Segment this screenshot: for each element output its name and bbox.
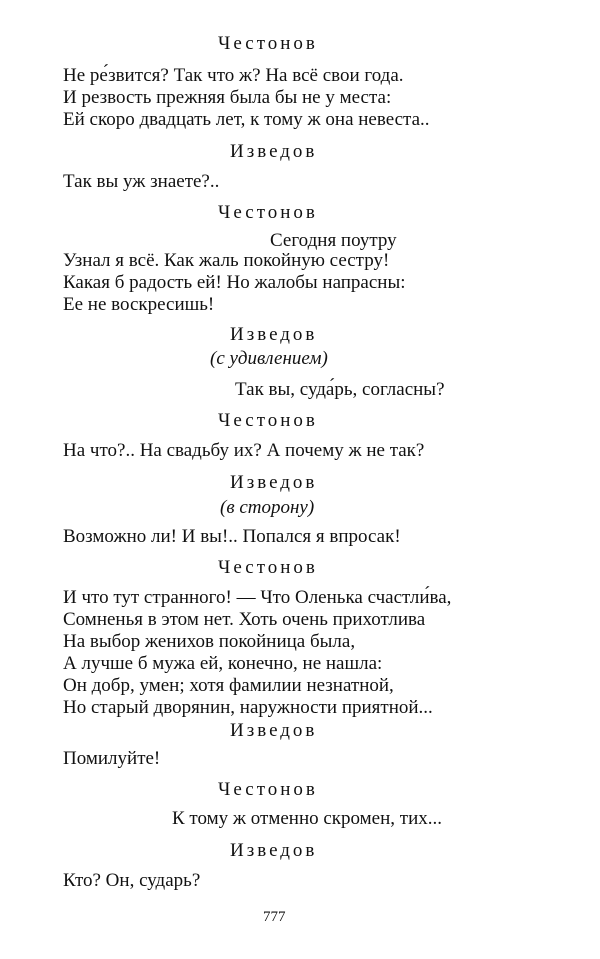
speaker-name: Изведов [230, 141, 318, 162]
speaker-name: Изведов [230, 472, 318, 493]
verse-line: И резвость прежняя была бы не у места: [63, 87, 392, 108]
verse-line: Какая б радость ей! Но жалобы напрасны: [63, 272, 406, 293]
speaker-name: Изведов [230, 720, 318, 741]
stage-direction: (в сторону) [220, 497, 315, 518]
verse-line: Сегодня поутру [270, 230, 397, 251]
verse-line: Сомненья в этом нет. Хоть очень прихотлива [63, 609, 426, 630]
verse-line: Не ре́звится? Так что ж? На всё свои года. [63, 65, 404, 86]
speaker-name: Честонов [218, 779, 318, 800]
verse-line: Помилуйте! [63, 748, 161, 769]
verse-line: Узнал я всё. Как жаль покойную сестру! [63, 250, 390, 271]
speaker-name: Честонов [218, 410, 318, 431]
speaker-name: Честонов [218, 33, 318, 54]
verse-line: Ей скоро двадцать лет, к тому ж она невеста.. [63, 109, 430, 130]
speaker-name: Изведов [230, 324, 318, 345]
verse-line: На выбор женихов покойница была, [63, 631, 356, 652]
verse-line: Так вы уж знаете?.. [63, 171, 220, 192]
speaker-name: Честонов [218, 557, 318, 578]
verse-line: Возможно ли! И вы!.. Попался я впросак! [63, 526, 401, 547]
verse-line: Кто? Он, сударь? [63, 870, 201, 891]
verse-line: Так вы, суда́рь, согласны? [235, 379, 445, 400]
verse-line: К тому ж отменно скромен, тих... [172, 808, 443, 829]
verse-line: На что?.. На свадьбу их? А почему ж не так? [63, 440, 425, 461]
speaker-name: Честонов [218, 202, 318, 223]
stage-direction: (с удивлением) [210, 348, 328, 369]
verse-line: Но старый дворянин, наружности приятной... [63, 697, 433, 718]
verse-line: Ее не воскресишь! [63, 294, 215, 315]
speaker-name: Изведов [230, 840, 318, 861]
page-number: 777 [263, 909, 286, 925]
verse-line: Он добр, умен; хотя фамилии незнатной, [63, 675, 394, 696]
verse-line: И что тут странного! — Что Оленька счастли́ва, [63, 587, 452, 608]
verse-line: А лучше б мужа ей, конечно, не нашла: [63, 653, 383, 674]
